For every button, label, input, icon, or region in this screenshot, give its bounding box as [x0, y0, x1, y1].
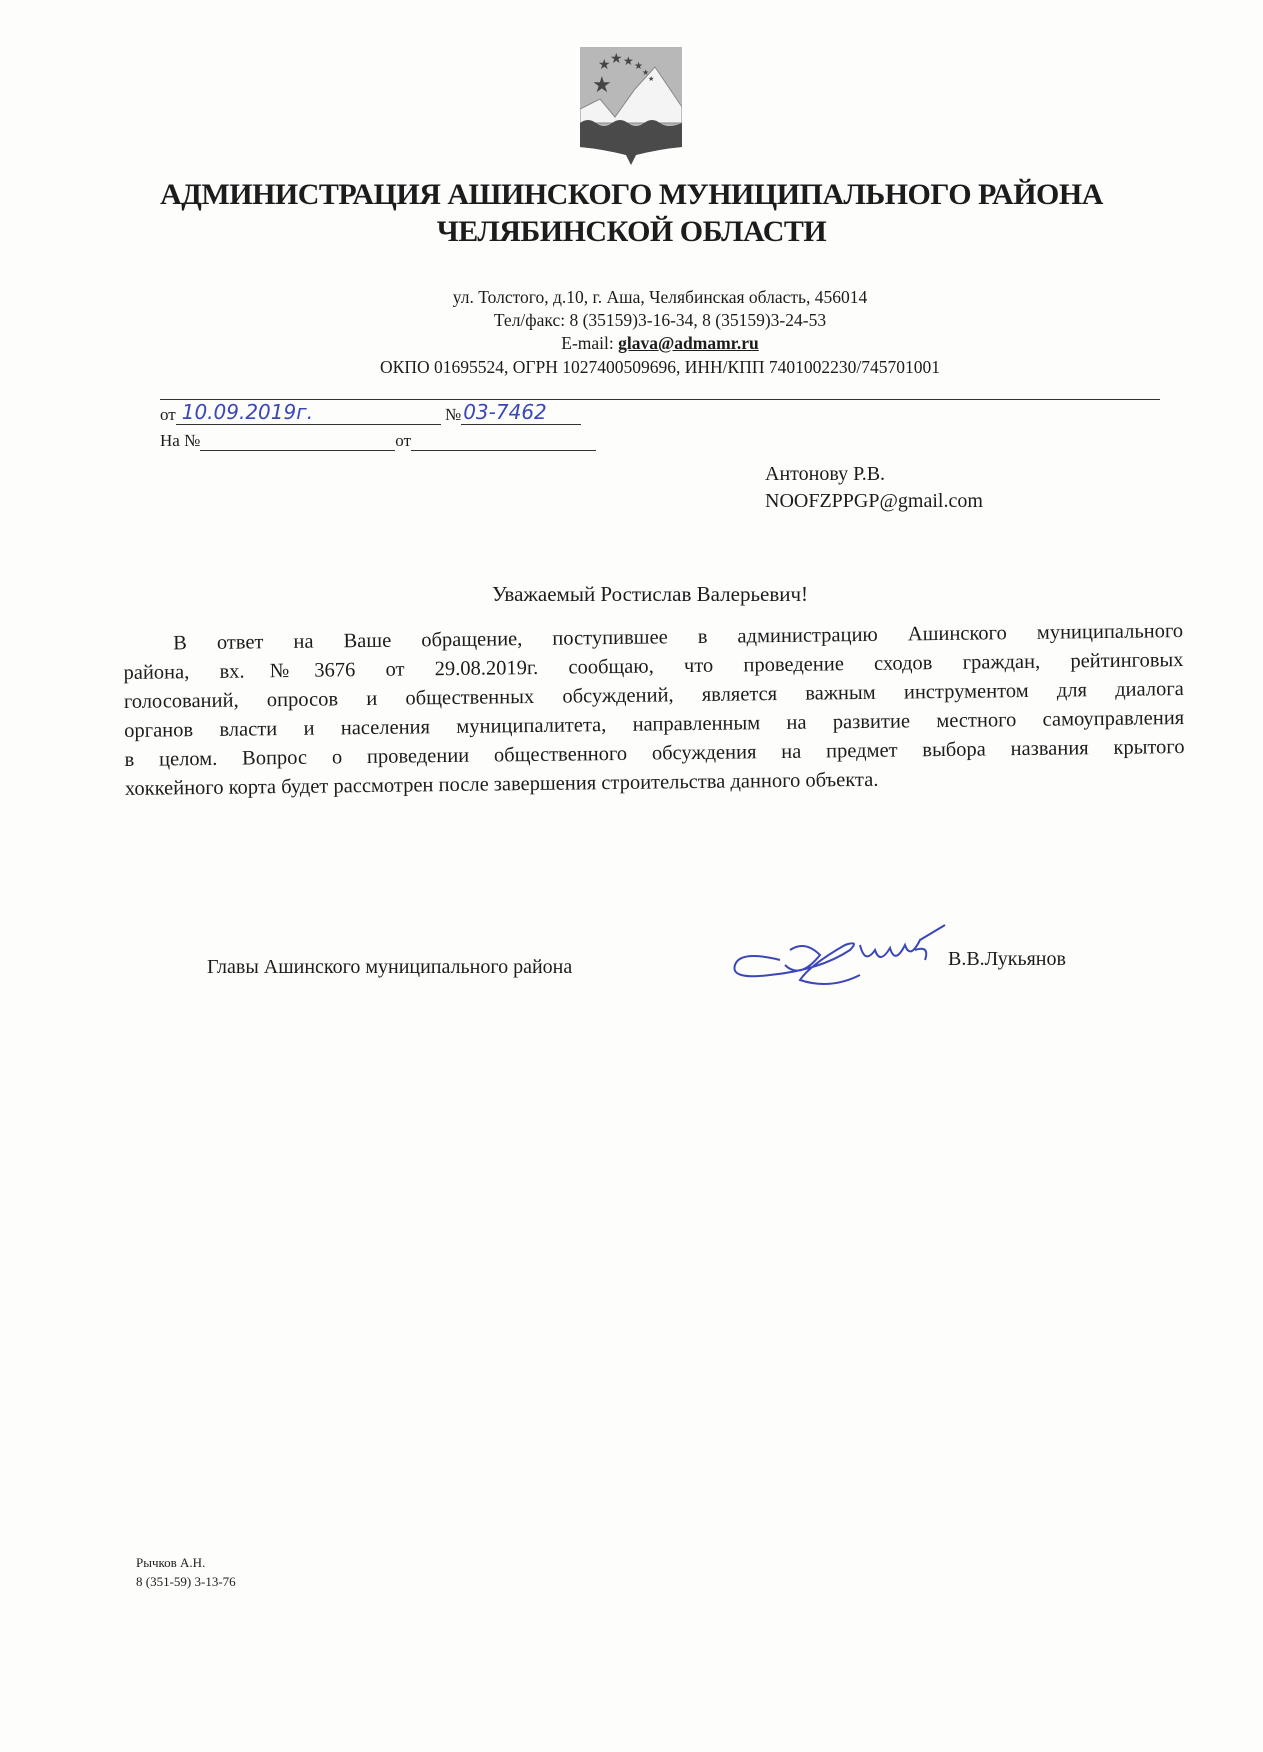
svg-text:★: ★: [648, 75, 655, 83]
signatory-name: В.В.Лукьянов: [948, 948, 1066, 970]
svg-text:★: ★: [610, 52, 623, 67]
email-link[interactable]: glava@admamr.ru: [618, 333, 759, 353]
in-reply-label: На №: [160, 431, 201, 450]
svg-text:★: ★: [592, 72, 612, 97]
greeting: Уважаемый Ростислав Валерьевич!: [491, 582, 809, 606]
in-reply-from-label: от: [395, 431, 412, 450]
from-label: от: [160, 405, 176, 424]
handwritten-date: 10.09.2019г.: [181, 400, 314, 424]
handwritten-number: 03-7462: [463, 400, 547, 424]
svg-text:★: ★: [634, 61, 643, 72]
letter-body: [123, 617, 1185, 804]
outgoing-registration: [160, 400, 581, 425]
svg-text:★: ★: [623, 54, 634, 68]
phone: Тел/факс: 8 (35159)3-16-34, 8 (35159)3-24-53: [493, 310, 827, 330]
signatory-position: Главы Ашинского муниципального района: [207, 956, 573, 978]
email-line: [0, 333, 1263, 354]
body-line: в целом. Вопрос о проведении общественного обсуждения на предмет выбора названия крытого: [124, 736, 1185, 771]
coat-of-arms-emblem: [580, 47, 682, 167]
executor-name: Рычков А.Н.: [136, 1555, 206, 1570]
svg-text:★: ★: [642, 68, 650, 77]
email-label: E-mail:: [561, 333, 619, 353]
recipient-name: Антонову Р.В.: [765, 463, 886, 485]
number-label: №: [444, 405, 462, 424]
body-line: хоккейного корта будет рассмотрен после завершения строительства данного объекта.: [124, 768, 879, 800]
body-line: В ответ на Ваше обращение, поступившее в администрацию Ашинского муниципального: [173, 620, 1184, 655]
executor-phone: 8 (351-59) 3-13-76: [136, 1574, 236, 1589]
registry-codes: ОКПО 01695524, ОГРН 1027400509696, ИНН/КПП 7401002230/745701001: [380, 357, 940, 377]
body-line: органов власти и населения муниципалитета, направленным на развитие местного самоуправления: [124, 707, 1185, 742]
address: ул. Толстого, д.10, г. Аша, Челябинская область, 456014: [452, 287, 868, 307]
body-line: голосований, опросов и общественных обсуждений, является важным инструментом для диалога: [123, 678, 1184, 713]
body-line: района, вх.№3676 от 29.08.2019г. сообщаю, что проведение сходов граждан, рейтинговых: [123, 649, 1184, 684]
in-reply-registration: [160, 430, 596, 451]
organization-name-line1: АДМИНИСТРАЦИЯ АШИНСКОГО МУНИЦИПАЛЬНОГО РАЙОНА: [160, 178, 1103, 211]
handwritten-signature: [730, 920, 965, 995]
svg-text:★: ★: [598, 58, 611, 73]
recipient-email: NOOFZPPGP@gmail.com: [765, 490, 983, 512]
organization-name-line2: ЧЕЛЯБИНСКОЙ ОБЛАСТИ: [436, 215, 827, 248]
